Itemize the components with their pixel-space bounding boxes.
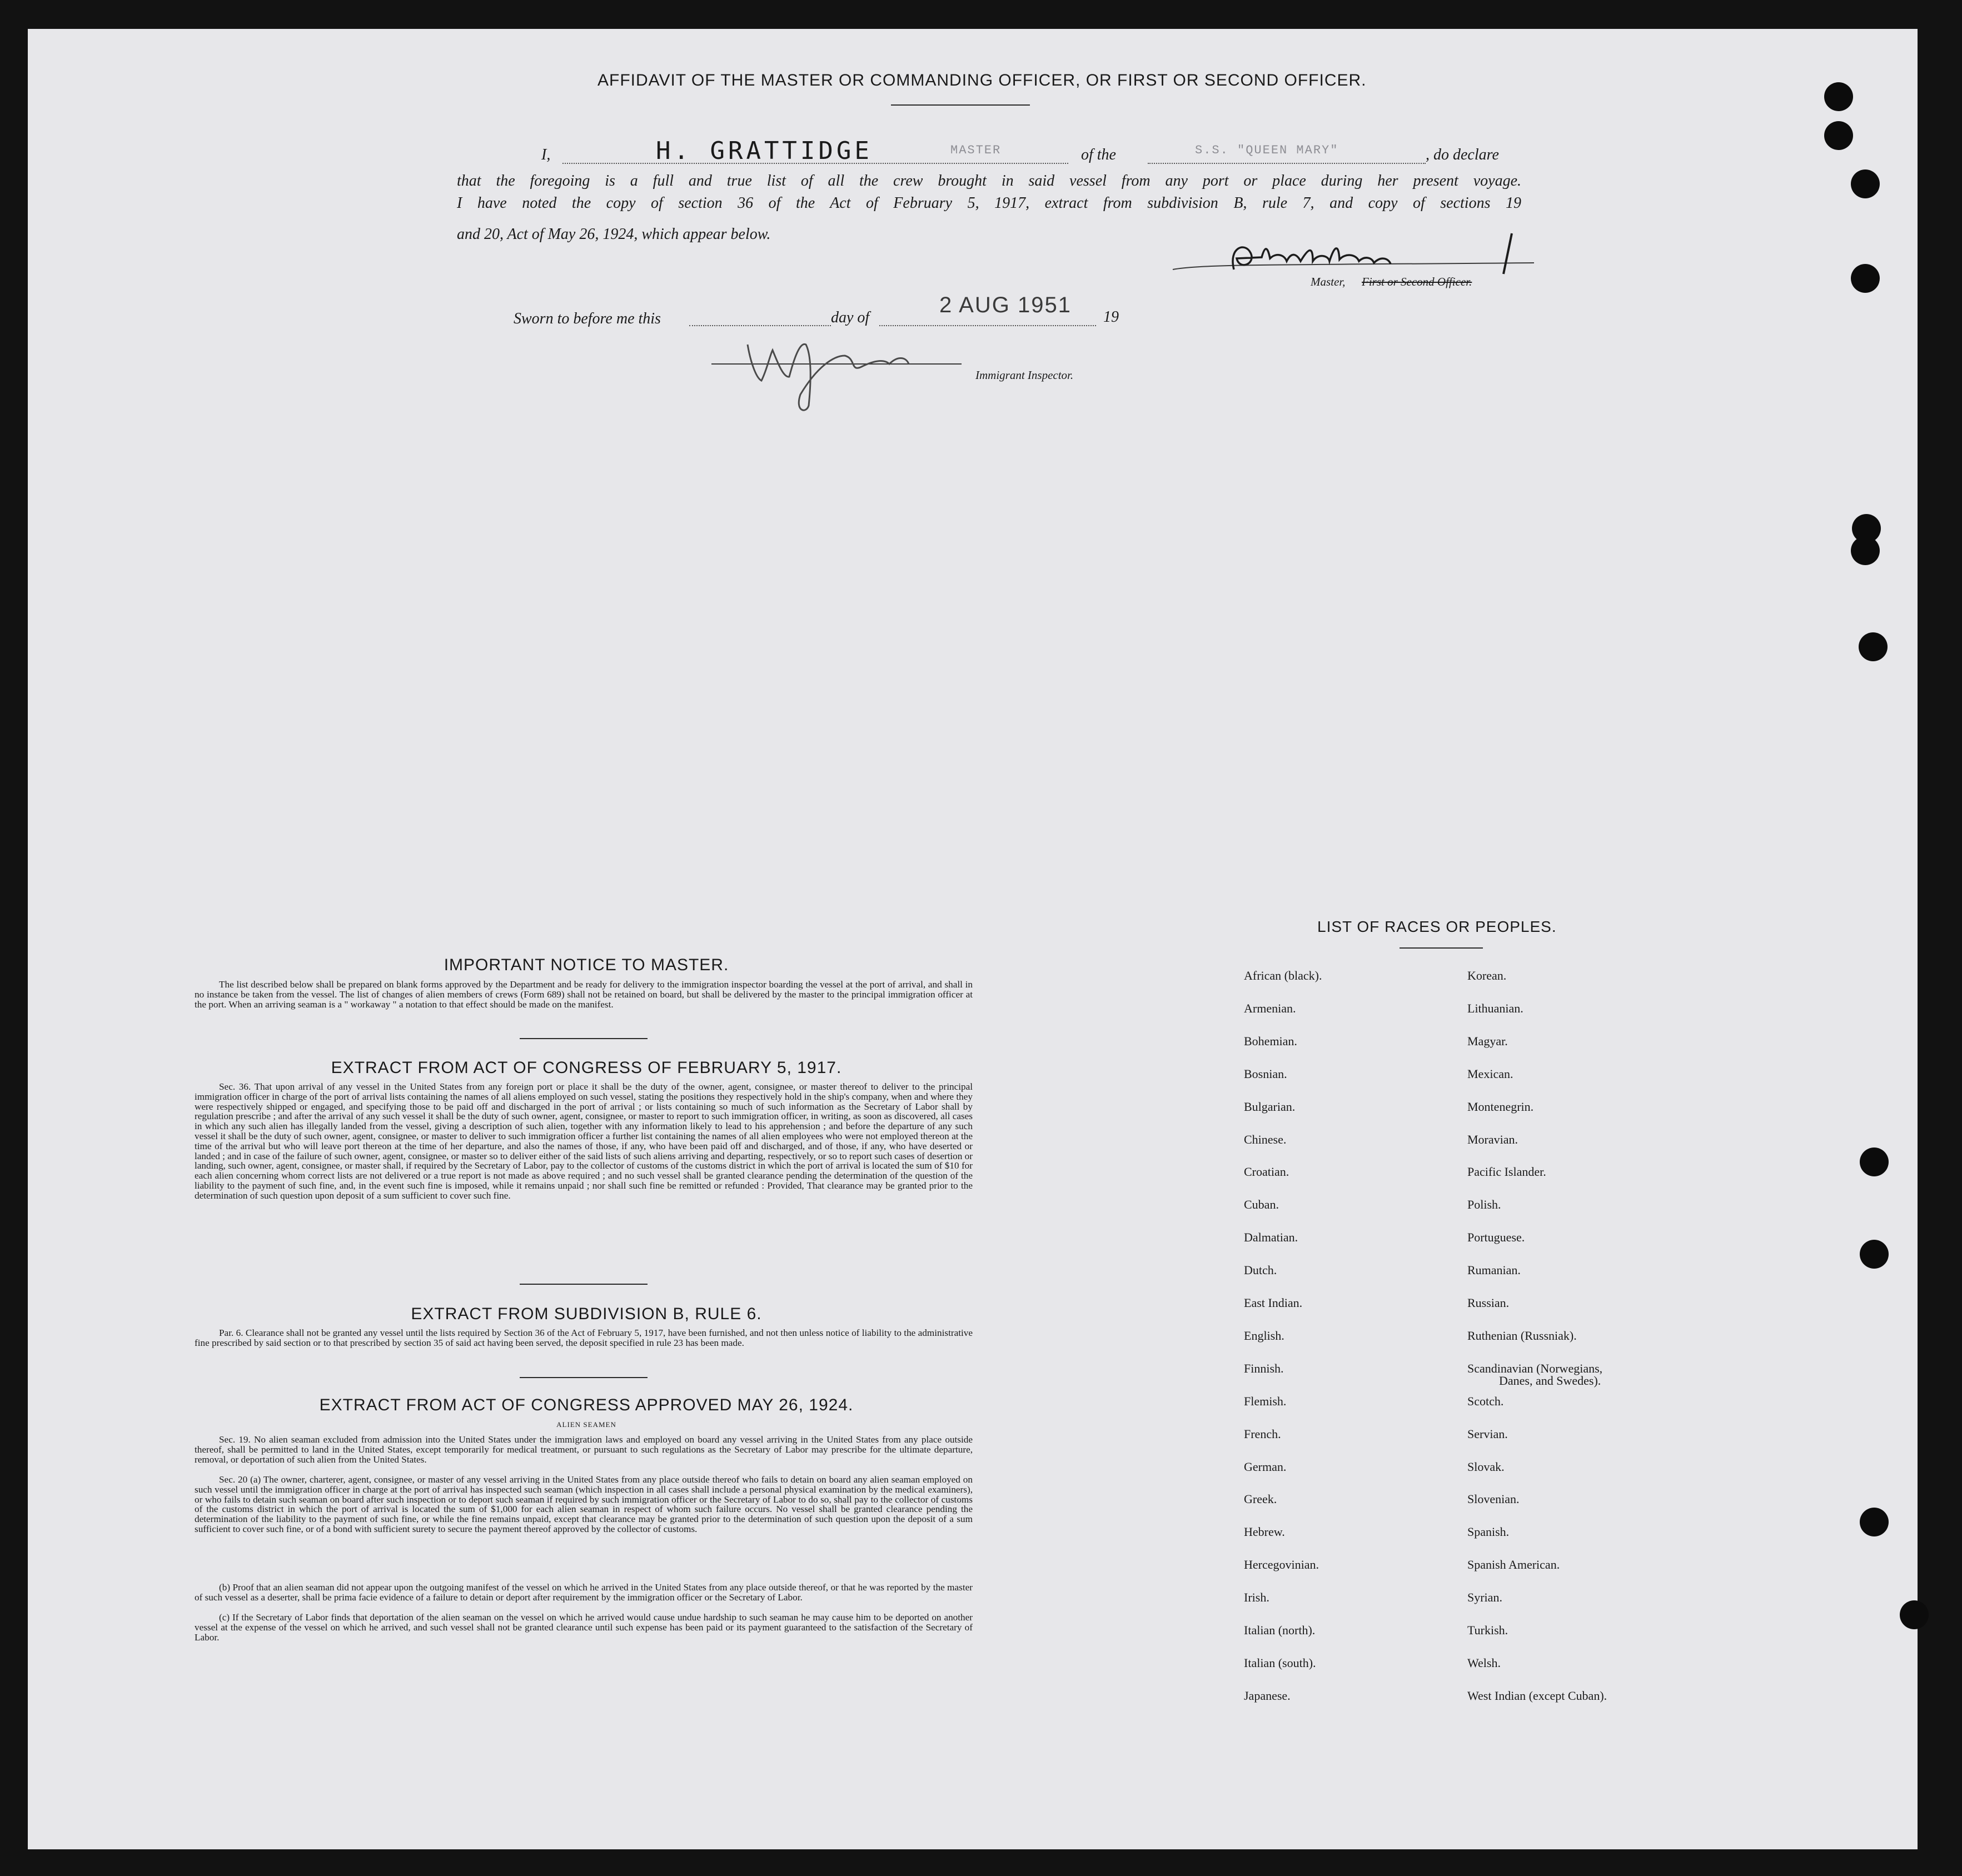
punch-hole: [1859, 632, 1888, 661]
alien-seamen-subheading: ALIEN SEAMEN: [556, 1420, 616, 1429]
affidavit-line-2: that the foregoing is a full and true list of all the crew brought in said vessel from any port or place during her present voyage.: [457, 172, 1521, 189]
master-title-typed: MASTER: [950, 143, 1002, 157]
race-item: Spanish American.: [1467, 1558, 1560, 1572]
punch-hole: [1851, 169, 1880, 198]
race-item: Moravian.: [1467, 1132, 1518, 1146]
race-item: French.: [1244, 1426, 1281, 1441]
divider: [520, 1377, 648, 1378]
punch-hole: [1824, 82, 1853, 111]
title-divider: [891, 104, 1030, 106]
punch-hole: [1851, 536, 1880, 565]
race-item: Irish.: [1244, 1590, 1269, 1605]
race-item: Montenegrin.: [1467, 1099, 1534, 1114]
race-item: Servian.: [1467, 1426, 1508, 1441]
race-item: Italian (north).: [1244, 1623, 1316, 1637]
race-item: Scandinavian (Norwegians,: [1467, 1361, 1603, 1375]
year-prefix: 19: [1103, 308, 1119, 326]
affidavit-title: AFFIDAVIT OF THE MASTER OR COMMANDING OFFICER, OR FIRST OR SECOND OFFICER.: [597, 71, 1367, 89]
punch-hole: [1900, 1600, 1929, 1629]
race-item: Dalmatian.: [1244, 1230, 1298, 1245]
extract-1924-sec19: Sec. 19. No alien seaman excluded from admission into the United States under the immigration laws and employed on board any vessel arriving in the United States from any place outside thereof, shall be permitted to land in the United States, except temporarily for medical treatment, or pursuant to such regulations as the Secretary of Labor may prescribe for the ultimate departure, removal, or deportation of such alien from the United States.: [195, 1434, 973, 1465]
master-name-handwritten: H. GRATTIDGE: [656, 137, 873, 165]
race-item: German.: [1244, 1459, 1287, 1474]
extract-1924-sec20a: Sec. 20 (a) The owner, charterer, agent, consignee, or master of any vessel arriving in the United States from any place outside thereof who fails to detain on board any alien seaman employed on such vessel until the immigration officer in charge at the port of arrival has inspected such seaman (which inspection in all cases shall include a personal physical examination by the medical examiners), or who fails to detain such seaman on board after such inspection or to deport such seaman if required by such immigration officer or the Secretary of Labor to do so, shall pay to the collector of customs of the customs district in which the port of arrival is located the sum of $1,000 for each alien seaman in respect of whom such failure occurs. No vessel shall be granted clearance pending the determination of the liability to the payment of such fine, or while the fine remains unpaid, except that clearance may be granted prior to the determination of such question upon the deposit of a sum sufficient to cover such fine, or of a bond with sufficient surety to secure the payment thereof approved by the collector of customs.: [195, 1474, 973, 1534]
inspector-signature: [706, 311, 967, 417]
race-item: Pacific Islander.: [1467, 1165, 1546, 1179]
divider: [520, 1038, 648, 1039]
extract-rule6-heading: EXTRACT FROM SUBDIVISION B, RULE 6.: [411, 1305, 762, 1323]
race-item: East Indian.: [1244, 1296, 1303, 1310]
race-item: Chinese.: [1244, 1132, 1287, 1146]
vessel-underline: [1148, 163, 1426, 164]
signature-caption-master: Master,: [1311, 275, 1346, 288]
race-item: Bulgarian.: [1244, 1099, 1296, 1114]
race-item: African (black).: [1244, 969, 1322, 982]
race-item: Syrian.: [1467, 1590, 1502, 1605]
race-item: Magyar.: [1467, 1034, 1508, 1048]
race-item: Flemish.: [1244, 1394, 1287, 1408]
race-item: Welsh.: [1467, 1655, 1501, 1670]
extract-1924-heading: EXTRACT FROM ACT OF CONGRESS APPROVED MAY 26, 1924.: [319, 1396, 854, 1414]
race-item: Bohemian.: [1244, 1034, 1297, 1048]
race-item: Slovak.: [1467, 1459, 1505, 1474]
race-item: Turkish.: [1467, 1623, 1508, 1637]
race-item: Croatian.: [1244, 1165, 1289, 1179]
affidavit-do-declare: , do declare: [1426, 146, 1499, 163]
race-item: West Indian (except Cuban).: [1467, 1688, 1607, 1703]
race-item: Portuguese.: [1467, 1230, 1525, 1245]
race-item: Finnish.: [1244, 1361, 1284, 1375]
races-title: LIST OF RACES OR PEOPLES.: [1317, 918, 1557, 935]
race-item: Lithuanian.: [1467, 1001, 1523, 1015]
punch-hole: [1860, 1147, 1889, 1176]
race-item: Rumanian.: [1467, 1263, 1521, 1278]
sworn-label: Sworn to before me this: [514, 310, 661, 327]
punch-hole: [1860, 1240, 1889, 1269]
race-item: Ruthenian (Russniak).: [1467, 1328, 1577, 1343]
race-item: Bosnian.: [1244, 1066, 1287, 1081]
race-item: Cuban.: [1244, 1198, 1279, 1212]
race-item: Russian.: [1467, 1296, 1510, 1310]
race-item: Korean.: [1467, 969, 1507, 982]
race-item: Polish.: [1467, 1198, 1501, 1212]
notice-master-body: The list described below shall be prepared on blank forms approved by the Department and be ready for delivery to the immigration inspector boarding the vessel at the port of arrival, and shall in no instance be taken from the vessel. The list of changes of alien members of crews (Form 689) shall not be retained on board, but shall be delivered by the master to the principal immigration officer at the port. When an arriving seaman is a " workaway " a notation to that effect should be made on the manifest.: [195, 979, 973, 1010]
extract-1924-sec20c: (c) If the Secretary of Labor finds that deportation of the alien seaman on the vessel on which he arrived would cause undue hardship to such seaman he may cause him to be deported on another vessel at the expense of the vessel on which he arrived, and such vessel shall not be granted clearance until such expense has been paid or its payment guaranteed to the satisfaction of the Secretary of Labor.: [195, 1612, 973, 1643]
extract-1917-heading: EXTRACT FROM ACT OF CONGRESS OF FEBRUARY 5, 1917.: [331, 1059, 842, 1077]
inspector-caption: Immigrant Inspector.: [975, 368, 1074, 382]
race-item: Italian (south).: [1244, 1655, 1316, 1670]
race-item-scandinavian-continued: Danes, and Swedes).: [1499, 1374, 1601, 1388]
race-item: Hebrew.: [1244, 1525, 1285, 1539]
date-stamp: 2 AUG 1951: [939, 293, 1072, 317]
extract-1917-body: Sec. 36. That upon arrival of any vessel in the United States from any foreign port or place it shall be the duty of the owner, agent, consignee, or master thereof to deliver to the principal immigration officer in charge of the port of arrival lists containing the names of all aliens employed on such vessel, stating the positions they respectively hold in the ship's company, when and where they were respectively shipped or engaged, and specifying those to be paid off and discharged in the port of arrival ; or lists containing so much of such information as the Secretary of Labor shall by regulation prescribe ; and after the arrival of any such vessel it shall be the duty of such owner, agent, consignee, or master to report to such immigration officer, in writing, as soon as discovered, all cases in which any such alien has illegally landed from the vessel, giving a description of such alien, together with any information likely to lead to his apprehension ; and before the departure of any such vessel it shall be the duty of such owner, agent, consignee, or master to deliver to such immigration officer a further list containing the names of all alien employees who were not employed thereon at the time of the arrival but who will leave port thereon at the time of her departure, and also the names of those, if any, who have been paid off and discharged, and of those, if any, who have deserted or landed ; and in case of the failure of such owner, agent, consignee, or master so to deliver either of the said lists of such aliens arriving and departing, respectively, or so to report such cases of desertion or landing, such owner, agent, consignee, or master shall, if required by the Secretary of Labor, pay to the collector of customs of the customs district in which the port of arrival is located the sum of $10 for each alien concerning whom correct lists are not delivered or a true report is not made as above required ; and no such vessel shall be granted clearance pending the determination of the question of the liability to the payment of such fine, and, in the event such fine is imposed, while it remains unpaid ; nor shall such fine be remitted or refunded : Provided, That clearance may be granted prior to the determination of such question upon deposit of a sum sufficient to cover such fine.: [195, 1081, 973, 1201]
race-item: English.: [1244, 1328, 1284, 1343]
race-item: Slovenian.: [1467, 1492, 1520, 1506]
race-item: Japanese.: [1244, 1688, 1291, 1703]
day-of-label: day of: [831, 309, 870, 326]
affidavit-line-4: and 20, Act of May 26, 1924, which appear below.: [457, 226, 771, 243]
race-item: Hercegovinian.: [1244, 1558, 1319, 1572]
punch-hole: [1860, 1508, 1889, 1536]
signature-caption-struck: First or Second Officer.: [1362, 275, 1472, 288]
punch-hole: [1851, 264, 1880, 293]
race-item: Dutch.: [1244, 1263, 1277, 1278]
race-item: Greek.: [1244, 1492, 1277, 1506]
notice-master-heading: IMPORTANT NOTICE TO MASTER.: [444, 956, 729, 974]
vessel-name-typed: S.S. "QUEEN MARY": [1195, 143, 1339, 157]
affidavit-line-3: I have noted the copy of section 36 of the Act of February 5, 1917, extract from subdivision B, rule 7, and copy of sections 19: [457, 194, 1521, 212]
race-item: Armenian.: [1244, 1001, 1296, 1015]
master-signature: [1167, 231, 1540, 283]
race-item: Scotch.: [1467, 1394, 1504, 1408]
extract-1924-sec20b: (b) Proof that an alien seaman did not appear upon the outgoing manifest of the vessel on which he arrived in the United States from any place outside thereof, or that he was reported by the master of such vessel as a deserter, shall be prima facie evidence of a failure to detain or deport after requirement by the immigration officer or the Secretary of Labor.: [195, 1582, 973, 1603]
punch-hole: [1824, 121, 1853, 150]
affidavit-i-label: I,: [541, 146, 551, 163]
extract-rule6-body: Par. 6. Clearance shall not be granted any vessel until the lists required by Section 36 of the Act of February 5, 1917, have been furnished, and not then unless notice of liability to the administrative fine prescribed by said section or to that prescribed by section 35 of said act having been served, the deposit specified in rule 23 has been made.: [195, 1328, 973, 1348]
race-item: Mexican.: [1467, 1066, 1513, 1081]
affidavit-of-the: of the: [1081, 146, 1116, 163]
divider: [520, 1284, 648, 1285]
race-item: Spanish.: [1467, 1525, 1510, 1539]
races-divider: [1400, 947, 1483, 949]
